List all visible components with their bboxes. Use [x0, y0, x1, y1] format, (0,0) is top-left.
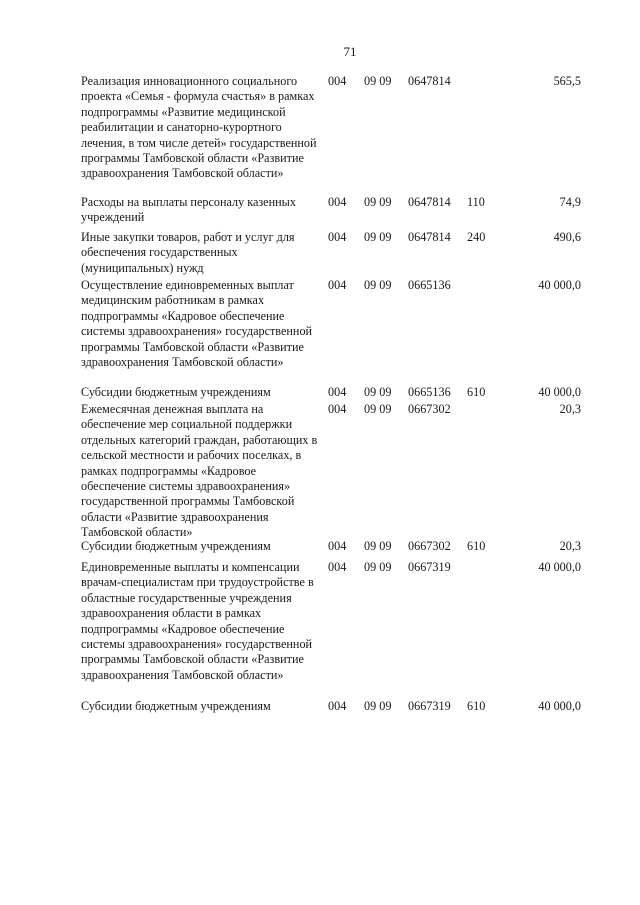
amount: 40 000,0	[538, 560, 581, 574]
ministry-code: 004	[328, 195, 347, 209]
expense-name: Реализация инновационного социального проекта «Семья - формула счастья» в рамках подпрограммы «Развитие медицинской реабилитации и санаторно-курортного лечения, в том числе детей» государственной программы Тамбовской области «Развитие здравоохранения Тамбовской области»	[81, 74, 317, 181]
table-row	[81, 699, 581, 716]
section-code: 09 09	[364, 385, 392, 399]
target-code: 0647814	[408, 230, 451, 244]
target-code: 0667319	[408, 699, 451, 713]
amount: 40 000,0	[538, 699, 581, 713]
target-code: 0647814	[408, 195, 451, 209]
table-row	[81, 195, 581, 230]
section-code: 09 09	[364, 539, 392, 553]
expense-name: Иные закупки товаров, работ и услуг для обеспечения государственных (муниципальных) нужд	[81, 230, 295, 275]
amount: 40 000,0	[538, 278, 581, 292]
ministry-code: 004	[328, 560, 347, 574]
table-row	[81, 539, 581, 560]
target-code: 0665136	[408, 385, 451, 399]
expense-name: Единовременные выплаты и компенсации врачам-специалистам при трудоустройстве в областные государственные учреждения здравоохранения области в рамках подпрограммы «Кадровое обеспечение системы здравоохранения» государственной программы Тамбовской области «Развитие здравоохранения Тамбовской области»	[81, 560, 314, 682]
section-code: 09 09	[364, 278, 392, 292]
page-number: 71	[343, 44, 357, 59]
ministry-code: 004	[328, 74, 347, 88]
target-code: 0665136	[408, 278, 451, 292]
table-row	[81, 74, 581, 195]
ministry-code: 004	[328, 539, 347, 553]
section-code: 09 09	[364, 402, 392, 416]
table-row	[81, 230, 581, 278]
section-code: 09 09	[364, 699, 392, 713]
expense-name: Субсидии бюджетным учреждениям	[81, 539, 271, 553]
amount: 490,6	[553, 230, 581, 244]
expense-name: Субсидии бюджетным учреждениям	[81, 699, 271, 713]
budget-table	[81, 74, 581, 716]
amount: 20,3	[559, 539, 581, 553]
amount: 40 000,0	[538, 385, 581, 399]
table-row	[81, 402, 581, 539]
section-code: 09 09	[364, 560, 392, 574]
expense-name: Субсидии бюджетным учреждениям	[81, 385, 271, 399]
section-code: 09 09	[364, 230, 392, 244]
ministry-code: 004	[328, 402, 347, 416]
ministry-code: 004	[328, 278, 347, 292]
expense-type-code: 110	[467, 195, 485, 209]
table-row	[81, 560, 581, 699]
target-code: 0667302	[408, 402, 451, 416]
target-code: 0647814	[408, 74, 451, 88]
target-code: 0667319	[408, 560, 451, 574]
section-code: 09 09	[364, 195, 392, 209]
expense-type-code: 610	[467, 385, 486, 399]
ministry-code: 004	[328, 699, 347, 713]
amount: 565,5	[553, 74, 581, 88]
section-code: 09 09	[364, 74, 392, 88]
expense-name: Ежемесячная денежная выплата на обеспечение мер социальной поддержки отдельных категорий граждан, работающих в сельской местности и рабочих поселках, в рамках подпрограммы «Кадровое обеспечение системы здравоохранения» государственной программы Тамбовской области «Развитие здравоохранения Тамбовской области»	[81, 402, 318, 540]
expense-type-code: 610	[467, 539, 486, 553]
expense-type-code: 610	[467, 699, 486, 713]
ministry-code: 004	[328, 230, 347, 244]
amount: 74,9	[559, 195, 581, 209]
table-row	[81, 278, 581, 385]
ministry-code: 004	[328, 385, 347, 399]
expense-name: Расходы на выплаты персоналу казенных учреждений	[81, 195, 296, 225]
expense-name: Осуществление единовременных выплат медицинским работникам в рамках подпрограммы «Кадровое обеспечение системы здравоохранения» государственной программы Тамбовской области «Развитие здравоохранения Тамбовской области»	[81, 278, 313, 370]
amount: 20,3	[559, 402, 581, 416]
expense-type-code: 240	[467, 230, 486, 244]
table-row	[81, 385, 581, 402]
target-code: 0667302	[408, 539, 451, 553]
